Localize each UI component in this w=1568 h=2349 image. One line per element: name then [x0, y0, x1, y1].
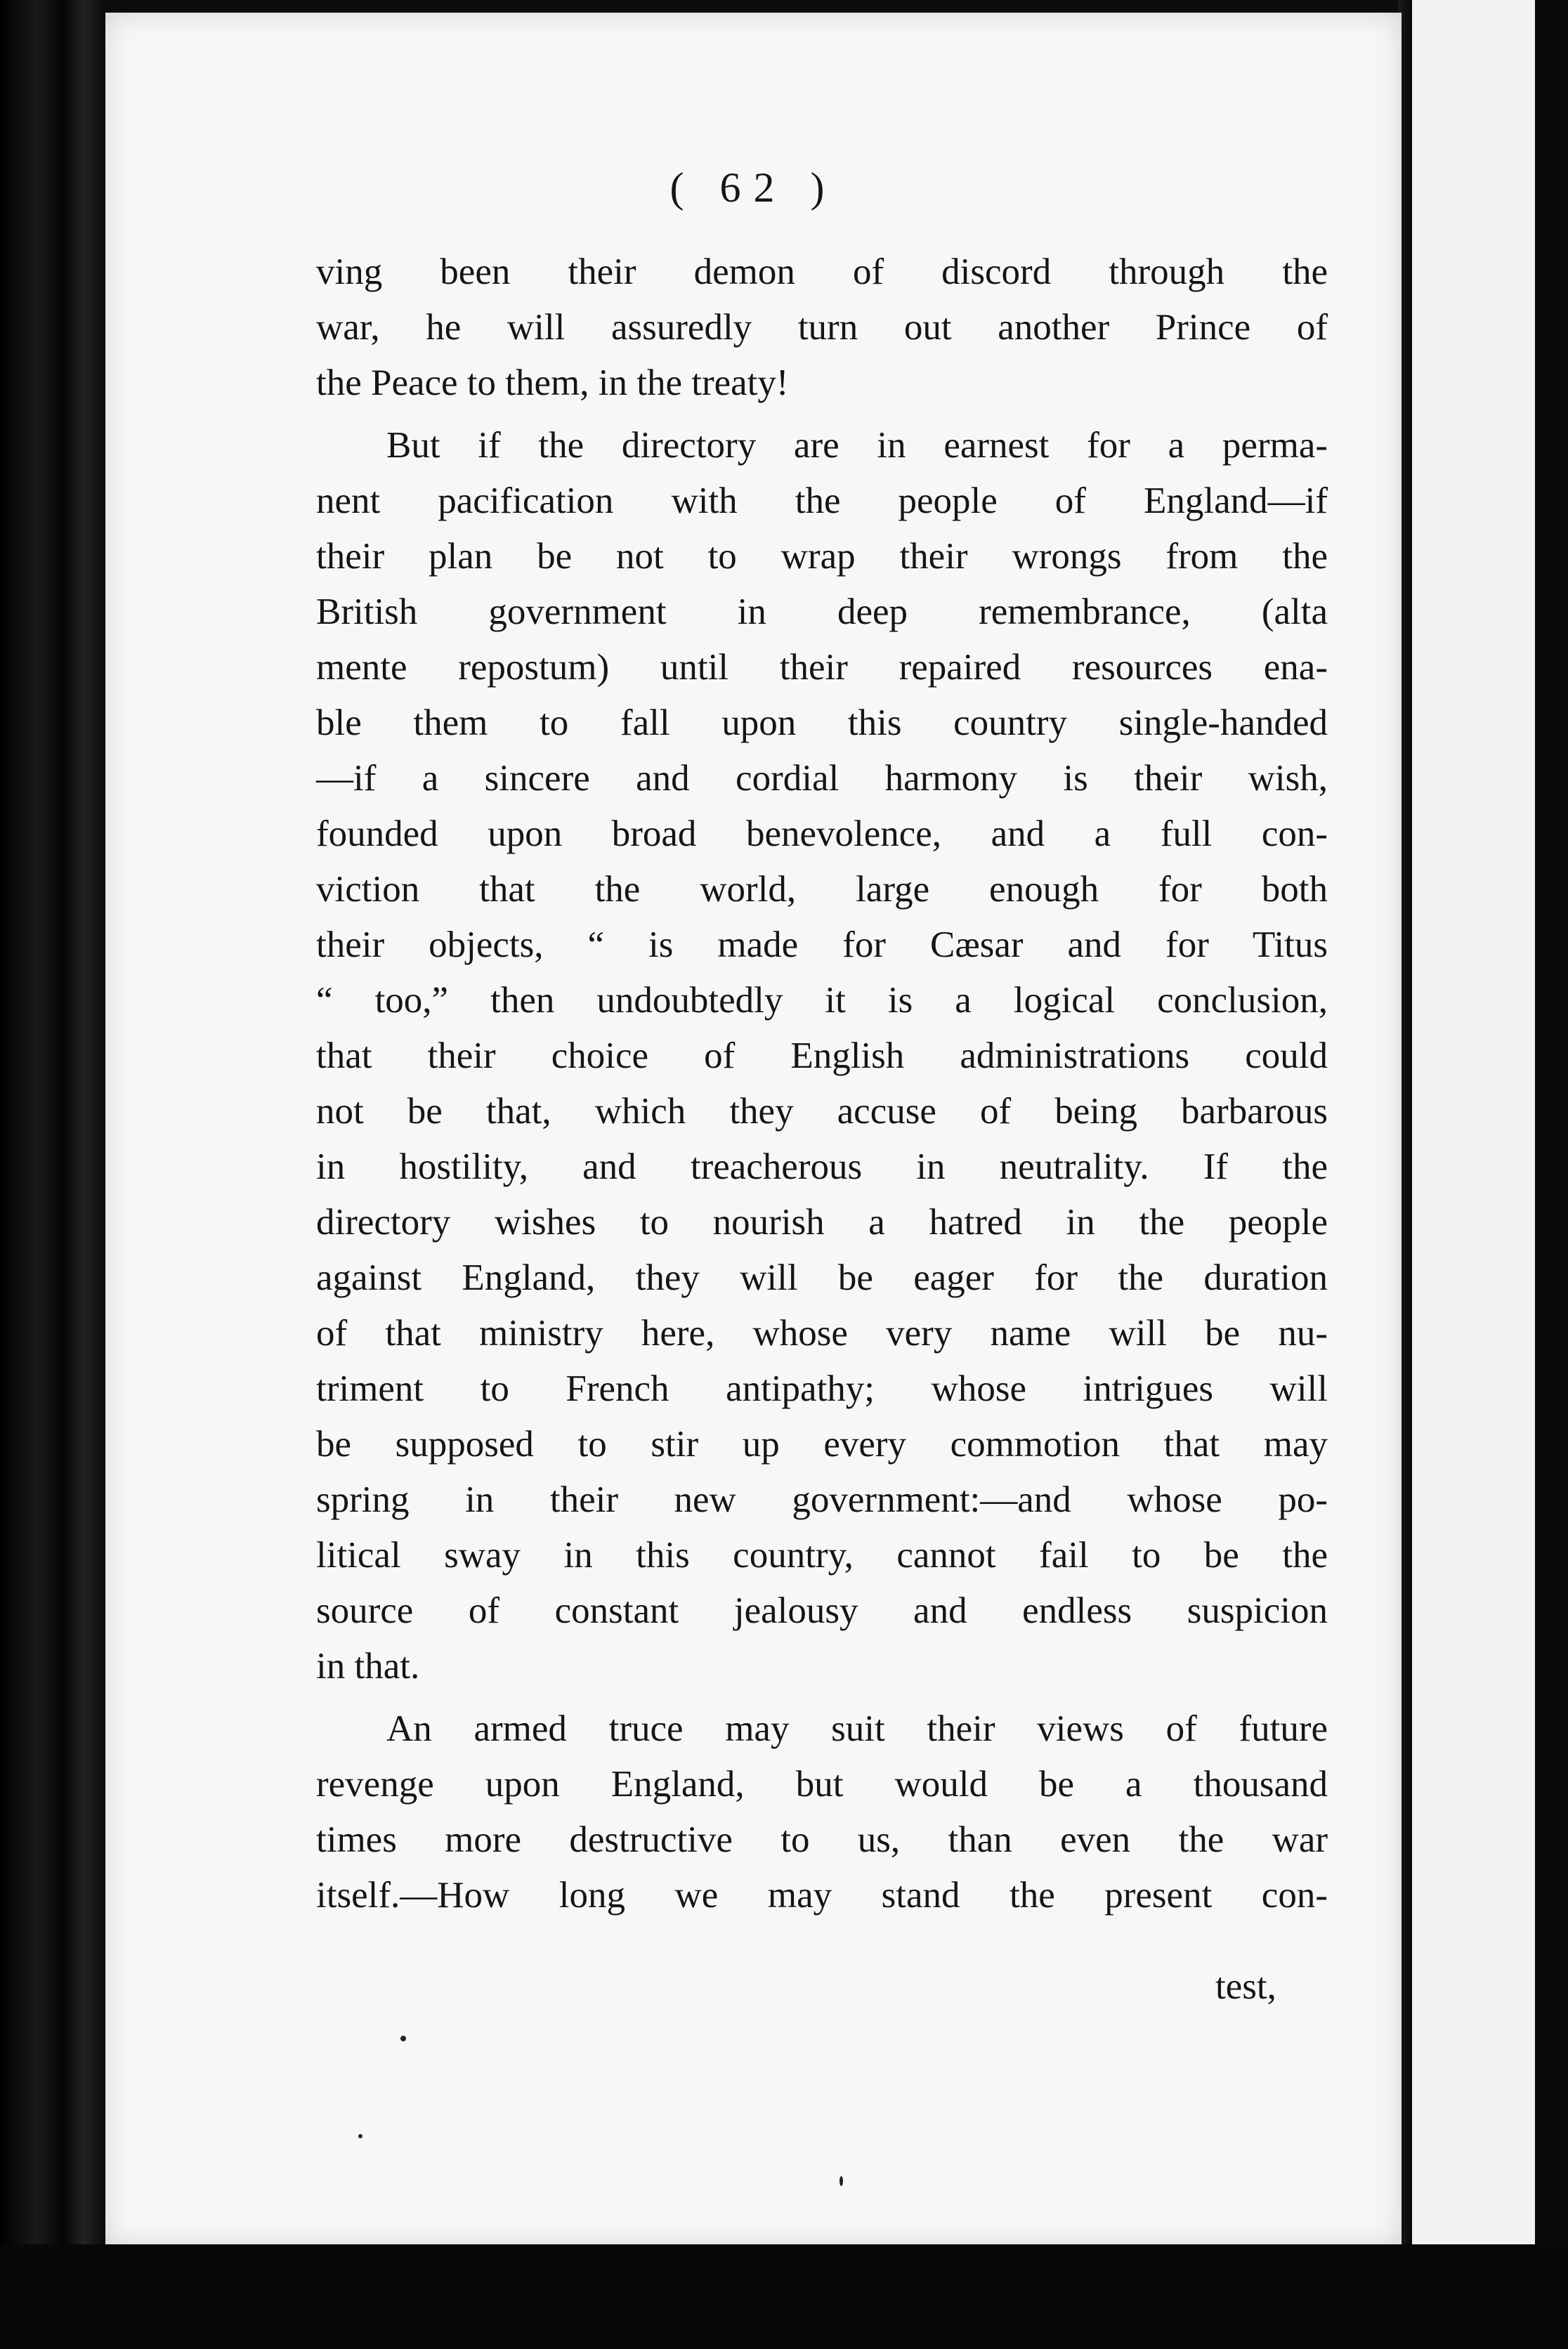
- text-line: times more destructive to us, than even the war: [316, 1819, 1328, 1860]
- left-book-edge: [0, 0, 105, 2349]
- text-line: their plan be not to wrap their wrongs from the: [316, 536, 1328, 577]
- text-line: spring in their new government:—and whose po-: [316, 1479, 1328, 1520]
- text-line: An armed truce may suit their views of future: [386, 1708, 1328, 1749]
- text-line: the Peace to them, in the treaty!: [316, 362, 789, 403]
- text-line: that their choice of English administrations could: [316, 1035, 1328, 1076]
- text-line: nent pacification with the people of England—if: [316, 480, 1328, 521]
- page-text: [316, 244, 1328, 1923]
- text-line: triment to French antipathy; whose intrigues will: [316, 1368, 1328, 1409]
- text-line: source of constant jealousy and endless suspicion: [316, 1590, 1328, 1631]
- text-line: their objects, “ is made for Cæsar and for Titus: [316, 924, 1328, 965]
- text-line: founded upon broad benevolence, and a full con-: [316, 813, 1328, 854]
- paper-speck: [358, 2134, 362, 2138]
- page-number: ( 62 ): [669, 164, 837, 211]
- text-line: ving been their demon of discord through the: [316, 251, 1328, 292]
- text-line: war, he will assuredly turn out another Prince of: [316, 307, 1328, 348]
- catchword: test,: [1215, 1966, 1276, 2007]
- text-line: revenge upon England, but would be a thousand: [316, 1764, 1328, 1805]
- text-line: be supposed to stir up every commotion that may: [316, 1424, 1328, 1465]
- text-line: itself.—How long we may stand the present con-: [316, 1875, 1328, 1916]
- bottom-book-edge: [0, 2244, 1568, 2349]
- text-line: viction that the world, large enough for both: [316, 869, 1328, 910]
- text-line: in hostility, and treacherous in neutrality. If the: [316, 1146, 1328, 1187]
- book-page: [105, 13, 1402, 2246]
- text-line: British government in deep remembrance, (alta: [316, 591, 1328, 632]
- text-line: ble them to fall upon this country single-handed: [316, 702, 1328, 743]
- paper-speck: [400, 2036, 406, 2041]
- text-line: of that ministry here, whose very name will be nu-: [316, 1313, 1328, 1354]
- paper-speck: [839, 2176, 843, 2186]
- text-line: litical sway in this country, cannot fail to be the: [316, 1535, 1328, 1576]
- text-line: against England, they will be eager for the duration: [316, 1257, 1328, 1298]
- text-line: “ too,” then undoubtedly it is a logical conclusion,: [316, 980, 1328, 1021]
- text-line: in that.: [316, 1646, 420, 1687]
- right-book-edge: [1535, 0, 1568, 2349]
- text-line: —if a sincere and cordial harmony is their wish,: [316, 758, 1328, 799]
- text-line: directory wishes to nourish a hatred in the people: [316, 1202, 1328, 1243]
- text-line: not be that, which they accuse of being barbarous: [316, 1091, 1328, 1132]
- text-line: But if the directory are in earnest for a perma-: [386, 425, 1328, 466]
- text-line: mente repostum) until their repaired resources ena-: [316, 647, 1328, 688]
